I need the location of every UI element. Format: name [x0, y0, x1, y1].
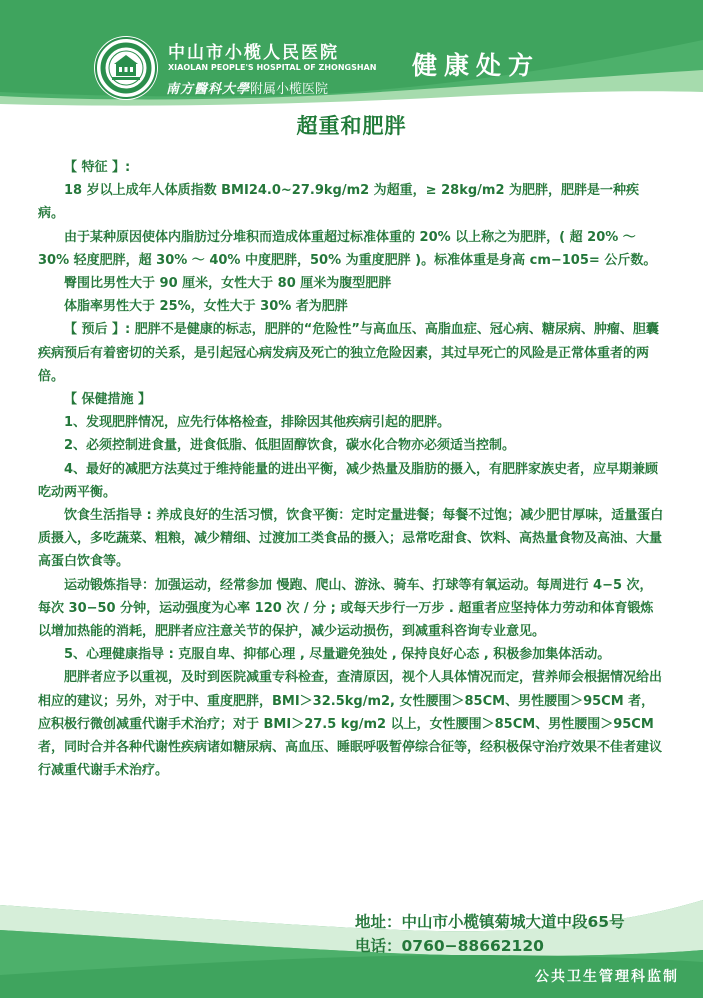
paragraph-prognosis: 【 预后 】: 肥胖不是健康的标志，肥胖的“危险性”与高血压、高脂血症、冠心病、糖尿病、肿瘤、胆囊疾病预后有着密切的关系，是引起冠心病发病及死亡的独立危险因素，其过早死亡的风险是正常体重者的两倍。 [38, 322, 659, 384]
paragraph-care-2: 2、必须控制进食量，进食低脂、低胆固醇饮食，碳水化合物亦必须适当控制。 [64, 438, 516, 454]
paragraph-mental-health: 5、心理健康指导 : 克服自卑、抑郁心理 , 尽量避免独处 , 保持良好心态 , 积极参加集体活动。 [64, 647, 611, 663]
affiliated-university [166, 78, 328, 97]
paragraph-exercise-guidance: 运动锻炼指导：加强运动，经常参加 慢跑、爬山、游泳、骑车、打球等有氧运动。每周进行 4−5 次，每次 30−50 分钟，运动强度为心率 120 次 / 分 ; 或每天步行一万步 . 超重者应坚持体力劳动和体育锻炼以增加热能的消耗，肥胖者应注意关节的保护，减少运动损伤，到减重科咨询专业意见。 [38, 577, 654, 640]
phone: 电话：0760−88662120 [355, 937, 544, 955]
paragraph-care-1: 1、发现肥胖情况，应先行体格检查，排除因其他疾病引起的肥胖。 [64, 415, 451, 431]
paragraph-diet-guidance: 饮食生活指导 : 养成良好的生活习惯，饮食平衡：定时定量进餐；每餐不过饱；减少肥甘厚味，适量蛋白质摄入，多吃蔬菜、粗粮，减少精细、过渡加工类食品的摄入；忌常吃甜食、饮料、高热量食物及高油、大量高蛋白饮食等。 [38, 508, 664, 570]
header [0, 0, 703, 110]
contact-info [355, 910, 625, 958]
paragraph-care-4: 4、最好的减肥方法莫过于维持能量的进出平衡，减少热量及脂肪的摄入，有肥胖家族史者，应早期兼顾吃动两平衡。 [38, 461, 659, 500]
article-body [38, 156, 664, 782]
hospital-name-cn: 中山市小榄人民医院 [168, 43, 339, 63]
supervisor-credit: 公共卫生管理科监制 [535, 969, 679, 985]
paragraph-waist: 臀围比男性大于 90 厘米，女性大于 80 厘米为腹型肥胖 [64, 276, 392, 292]
university-name: 南方醫科大學 [166, 82, 251, 97]
paragraph-surgery-advice: 肥胖者应予以重视，及时到医院减重专科检查，查清原因，视个人具体情况而定，营养师会根据情况给出相应的建议；另外，对于中、重度肥胖，BMI＞32.5kg/m2, 女性腰围＞85CM、男性腰围＞95CM 者，应积极行微创减重代谢手术治疗；对于 BMI＞27.5 kg/m2 以上，女性腰围＞85CM、男性腰围＞95CM 者，同时合并各种代谢性疾病诸如糖尿病、高血压、睡眠呼吸暂停综合征等，经积极保守治疗效果不佳者建议行减重代谢手术治疗。 [38, 670, 663, 779]
address: 地址：中山市小榄镇菊城大道中段65号 [355, 913, 625, 931]
hospital-emblem-icon [94, 36, 158, 100]
prescription-title: 健康处方 [412, 51, 541, 80]
section-heading-care: 【 保健措施 】 [64, 392, 152, 408]
affiliated-hospital-name: 附属小榄医院 [250, 82, 329, 97]
section-heading-features: 【 特征 】: [64, 160, 131, 175]
paragraph-standard-weight: 由于某种原因使体内脂肪过分堆积而造成体重超过标准体重的 20% 以上称之为肥胖，( 超 20% ～ 30% 轻度肥胖，超 30% ～ 40% 中度肥胖，50% 为重度肥胖 )。标准体重是身高 cm−105= 公斤数。 [38, 229, 657, 268]
page-title: 超重和肥胖 [296, 114, 407, 138]
paragraph-bmi-definition: 18 岁以上成年人体质指数 BMI24.0~27.9kg/m2 为超重，≥ 28kg/m2 为肥胖，肥胖是一种疾病。 [38, 183, 640, 222]
hospital-name-en: XIAOLAN PEOPLE'S HOSPITAL OF ZHONGSHAN [168, 63, 377, 72]
paragraph-body-fat: 体脂率男性大于 25%，女性大于 30% 者为肥胖 [64, 299, 348, 315]
